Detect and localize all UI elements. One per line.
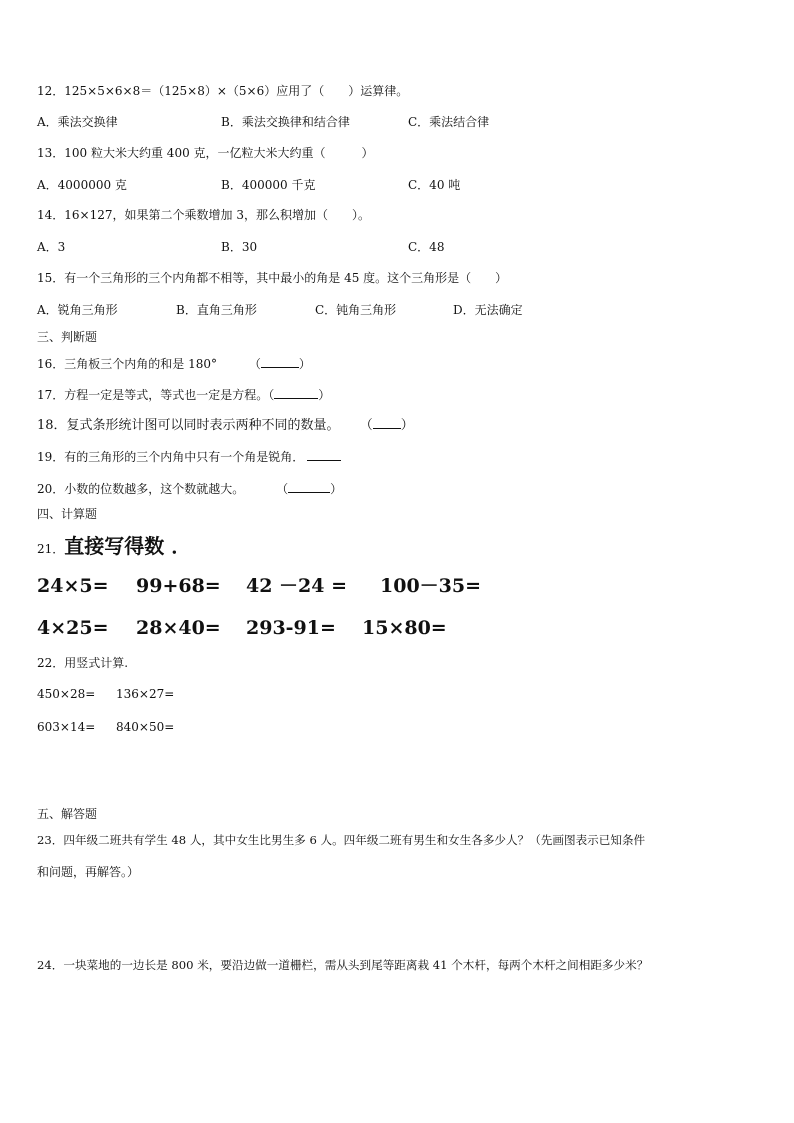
q16-paren-close: ） bbox=[298, 357, 311, 371]
q17-answer-line bbox=[274, 386, 318, 399]
q17-paren-close: ） bbox=[318, 388, 331, 402]
q16-text: 16．三角板三个内角的和是 180° bbox=[37, 357, 217, 371]
q17-paren-open: （ bbox=[268, 388, 275, 402]
q18-paren-close: ） bbox=[400, 418, 414, 433]
q14-option-a: A．3 bbox=[37, 240, 66, 254]
q21-expr-6: 28×40= bbox=[136, 617, 221, 639]
q21-expr-4: 100－35= bbox=[380, 575, 482, 597]
q22-stem: 22．用竖式计算. bbox=[37, 656, 129, 670]
q21-expr-7: 293-91= bbox=[246, 617, 336, 639]
q12-option-c: C．乘法结合律 bbox=[408, 115, 490, 129]
q20-blank[interactable] bbox=[276, 482, 342, 496]
q19-answer-line[interactable] bbox=[307, 448, 341, 461]
section-title-solve: 五、解答题 bbox=[37, 807, 98, 821]
q15-option-a: A．锐角三角形 bbox=[37, 303, 118, 317]
q22-expr-4: 840×50= bbox=[116, 720, 175, 734]
q17-blank[interactable] bbox=[268, 388, 330, 402]
q21-expr-5: 4×25= bbox=[37, 617, 109, 639]
section-title-calc: 四、计算题 bbox=[37, 507, 98, 521]
q18-text: 18．复式条形统计图可以同时表示两种不同的数量。 bbox=[37, 418, 340, 433]
q22-expr-1: 450×28= bbox=[37, 687, 96, 701]
q20-text: 20．小数的位数越多，这个数就越大。 bbox=[37, 482, 245, 496]
q21-stem-text bbox=[37, 534, 192, 558]
q21-expr-1: 24×5= bbox=[37, 575, 109, 597]
q14-stem: 14．16×127，如果第二个乘数增加 3，那么积增加（ ）。 bbox=[37, 208, 370, 222]
q22-expr-2: 136×27= bbox=[116, 687, 175, 701]
q16 bbox=[37, 355, 311, 372]
section-title-judge: 三、判断题 bbox=[37, 330, 98, 344]
q23-line-1: 23．四年级二班共有学生 48 人，其中女生比男生多 6 人。四年级二班有男生和女生各多少人？（先画图表示已知条件 bbox=[37, 833, 646, 847]
q12-option-a: A．乘法交换律 bbox=[37, 115, 118, 129]
q21-title: 直接写得数 ． bbox=[64, 534, 192, 558]
q15-option-b: B．直角三角形 bbox=[176, 303, 257, 317]
q23-line-2: 和问题，再解答。） bbox=[37, 865, 140, 879]
q14-option-b: B．30 bbox=[221, 240, 258, 254]
q20-paren-close: ） bbox=[330, 482, 343, 496]
q14-option-c: C．48 bbox=[408, 240, 445, 254]
q21-expr-3: 42 －24 = bbox=[246, 575, 348, 597]
q16-blank[interactable] bbox=[249, 357, 311, 371]
q24-text: 24．一块菜地的一边长是 800 米，要沿边做一道栅栏，需从头到尾等距离栽 41 个木杆，每两个木杆之间相距多少米？ bbox=[37, 958, 649, 972]
q20 bbox=[37, 480, 342, 497]
q16-paren-open: （ bbox=[248, 357, 261, 371]
q22-expr-3: 603×14= bbox=[37, 720, 96, 734]
q15-option-d: D．无法确定 bbox=[453, 303, 523, 317]
q16-answer-line bbox=[261, 355, 299, 368]
q15-option-c: C．钝角三角形 bbox=[315, 303, 397, 317]
q18-blank[interactable] bbox=[360, 418, 414, 433]
q18 bbox=[37, 416, 414, 434]
q21-stem bbox=[37, 534, 191, 561]
q15-stem: 15．有一个三角形的三个内角都不相等，其中最小的角是 45 度。这个三角形是（ ） bbox=[37, 271, 508, 285]
q18-answer-line bbox=[373, 416, 401, 429]
q20-paren-open: （ bbox=[276, 482, 289, 496]
q21-number: 21． bbox=[37, 542, 65, 556]
q13-option-b: B．400000 千克 bbox=[221, 178, 316, 192]
q19 bbox=[37, 448, 341, 465]
q19-text: 19．有的三角形的三个内角中只有一个角是锐角． bbox=[37, 450, 305, 464]
q13-option-a: A．4000000 克 bbox=[37, 178, 127, 192]
q17-text: 17．方程一定是等式，等式也一定是方程。 bbox=[37, 388, 269, 402]
q20-answer-line bbox=[288, 480, 330, 493]
q18-paren-open: （ bbox=[359, 418, 373, 433]
q21-expr-2: 99+68= bbox=[136, 575, 221, 597]
q12-option-b: B．乘法交换律和结合律 bbox=[221, 115, 350, 129]
q13-stem: 13．100 粒大米大约重 400 克，一亿粒大米大约重（ ） bbox=[37, 146, 374, 160]
q21-expr-8: 15×80= bbox=[362, 617, 447, 639]
q13-option-c: C．40 吨 bbox=[408, 178, 461, 192]
q17 bbox=[37, 386, 330, 403]
q12-stem: 12．125×5×6×8＝（125×8）×（5×6）应用了（ ）运算律。 bbox=[37, 84, 409, 98]
